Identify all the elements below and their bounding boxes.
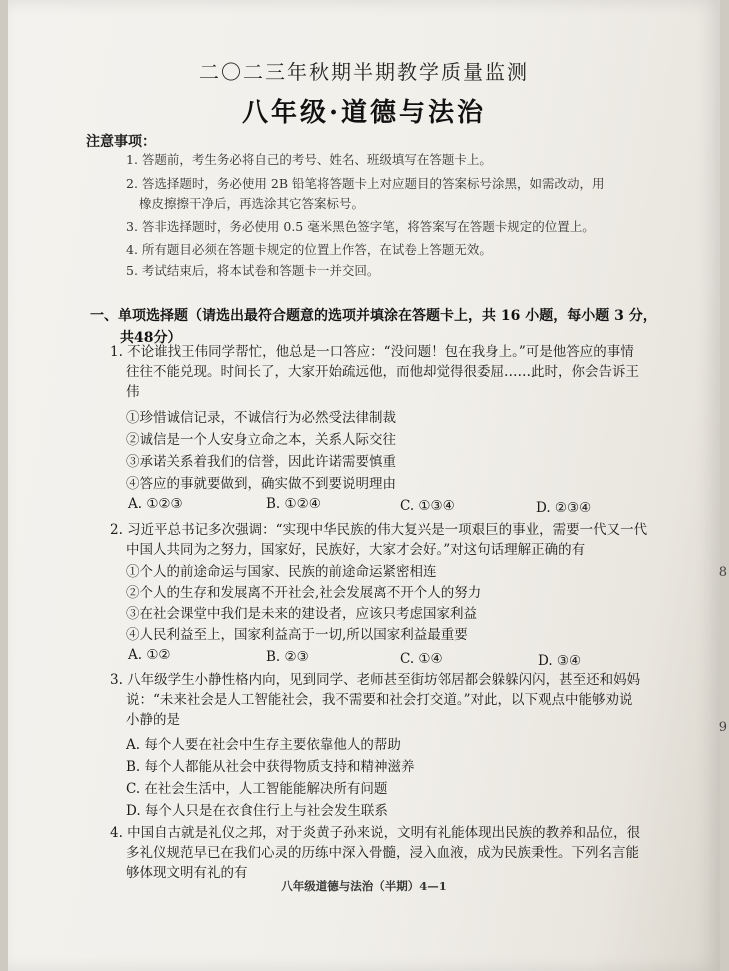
page-footer: 八年级道德与法治（半期）4—1: [281, 879, 447, 893]
statement: ③在社会课堂中我们是未来的建设者，应该只考虑国家利益: [126, 606, 477, 622]
notice-item: 1. 答题前，考生务必将自己的考号、姓名、班级填写在答题卡上。: [126, 152, 492, 167]
option-d: D. ②③④: [536, 500, 592, 516]
statement: ④答应的事就要做到，确实做不到要说明理由: [126, 476, 396, 492]
option-c: C. ①③④: [400, 498, 455, 514]
statement: ②个人的生存和发展离不开社会,社会发展离不开个人的努力: [126, 585, 482, 601]
exam-title: 八年级·道德与法治: [241, 98, 487, 128]
notice-heading: 注意事项：: [86, 134, 156, 150]
statement: ①个人的前途命运与国家、民族的前途命运紧密相连: [126, 564, 437, 580]
question-line: 多礼仪规范早已在我们心灵的历练中深入骨髓，浸入血液，成为民族秉性。下列名言能: [126, 845, 639, 861]
edge-mark: 8: [718, 565, 727, 580]
option-b: B. ①②④: [266, 496, 321, 512]
exam-subtitle: 二〇二三年秋期半期教学质量监测: [199, 60, 529, 84]
exam-paper: [8, 0, 720, 971]
section-title-line: 共48分）: [120, 330, 182, 346]
option-c: C. 在社会生活中，人工智能能解决所有问题: [126, 781, 388, 797]
question-line: 中国人共同为之努力，国家好，民族好，大家才会好。”对这句话理解正确的有: [126, 542, 586, 558]
notice-item: 橡皮擦擦干净后，再选涂其它答案标号。: [139, 196, 365, 211]
question-line: 往往不能兑现。时间长了，大家开始疏远他，而他却觉得很委屈……此时，你会告诉王: [126, 364, 639, 380]
statement: ②诚信是一个人安身立命之本，关系人际交往: [126, 432, 396, 448]
notice-item: 3. 答非选择题时，务必使用 0.5 毫米黑色签字笔，将答案写在答题卡规定的位置上。: [126, 219, 595, 234]
statement: ①珍惜诚信记录，不诚信行为必然受法律制裁: [126, 410, 396, 426]
option-d: D. ③④: [538, 653, 582, 669]
question-line: 小静的是: [126, 712, 180, 728]
question-line: 够体现文明有礼的有: [126, 865, 248, 881]
question-1: [110, 342, 680, 402]
question-line: 2. 习近平总书记多次强调：“实现中华民族的伟大复兴是一项艰巨的事业，需要一代又一代: [110, 522, 648, 538]
question-line: 说：“未来社会是人工智能社会，我不需要和社会打交道。”对此，以下观点中能够劝说: [126, 692, 633, 708]
notice-item: 5. 考试结束后，将本试卷和答题卡一并交回。: [126, 263, 380, 278]
statement: ④人民利益至上，国家利益高于一切,所以国家利益最重要: [126, 627, 468, 643]
option-a: A. ①②: [128, 647, 171, 663]
question-line: 伟: [126, 384, 140, 400]
question-line: 4. 中国自古就是礼仪之邦，对于炎黄子孙来说，文明有礼能体现出民族的教养和品位，很: [110, 825, 641, 841]
question-line: 3. 八年级学生小静性格内向，见到同学、老师甚至街坊邻居都会躲躲闪闪，甚至还和妈妈: [110, 672, 641, 688]
option-a: A. 每个人要在社会中生存主要依靠他人的帮助: [126, 737, 401, 753]
option-c: C. ①④: [400, 651, 443, 667]
statement: ③承诺关系着我们的信誉，因此许诺需要慎重: [126, 454, 396, 470]
edge-mark: 9: [718, 720, 727, 735]
notice-item: 4. 所有题目必须在答题卡规定的位置上作答，在试卷上答题无效。: [126, 242, 492, 257]
option-b: B. 每个人都能从社会中获得物质支持和精神滋养: [126, 759, 415, 775]
question-4: [110, 823, 680, 883]
question-3: [110, 670, 680, 730]
option-a: A. ①②③: [128, 496, 183, 512]
notice-item: 2. 答选择题时，务必使用 2B 铅笔将答题卡上对应题目的答案标号涂黑，如需改动，用: [126, 176, 605, 191]
option-d: D. 每个人只是在衣食住行上与社会发生联系: [126, 803, 388, 819]
section-title-line: 一、单项选择题（请选出最符合题意的选项并填涂在答题卡上，共 16 小题，每小题 3 分，: [90, 308, 657, 324]
option-b: B. ②③: [266, 649, 309, 665]
question-2: [110, 520, 680, 560]
question-line: 1. 不论谁找王伟同学帮忙，他总是一口答应：“没问题！包在我身上。”可是他答应的事情: [110, 344, 634, 360]
